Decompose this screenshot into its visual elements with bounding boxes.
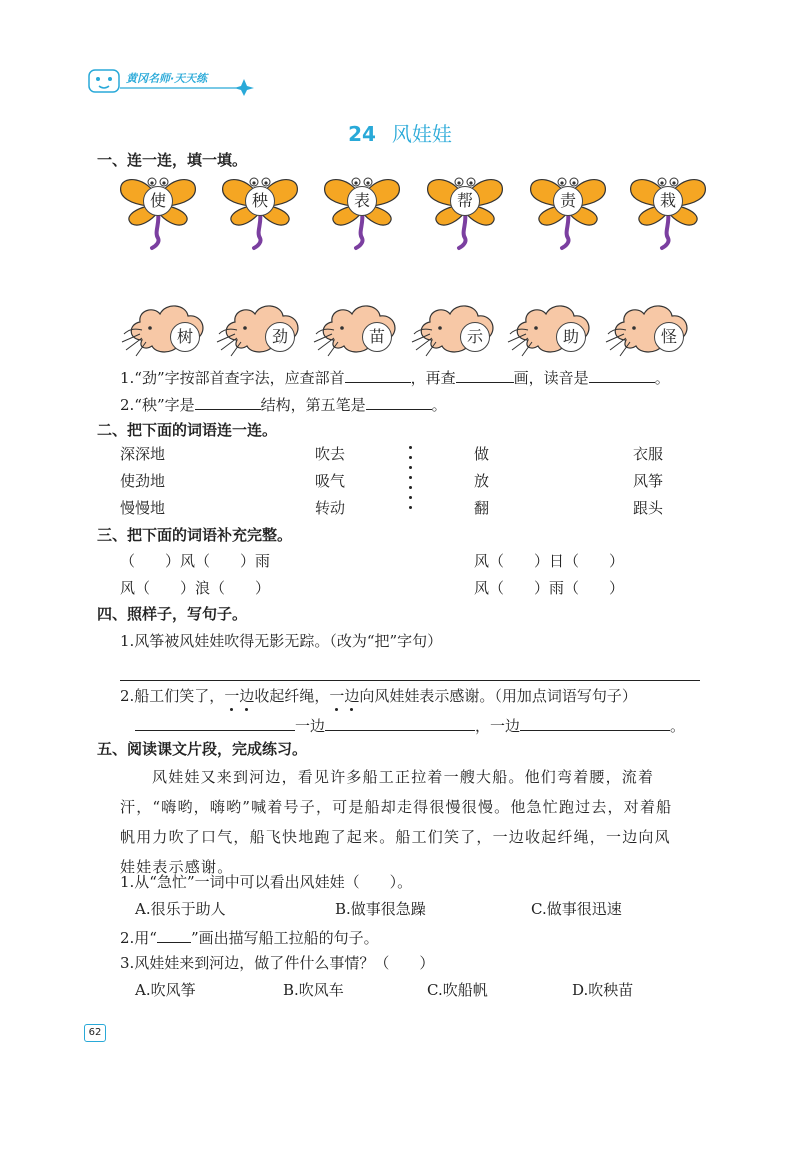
word-item[interactable]: 使劲地 xyxy=(120,472,166,490)
word-column-a xyxy=(120,444,165,525)
idiom-fill-item[interactable]: 风（ ）日（ ） xyxy=(474,552,625,570)
answer-blank[interactable] xyxy=(345,366,411,383)
butterfly-card[interactable] xyxy=(628,172,708,252)
cloud-icon xyxy=(215,300,313,362)
answer-blank[interactable] xyxy=(589,366,655,383)
option[interactable]: D.吹秧苗 xyxy=(572,981,634,999)
character-label: 秧 xyxy=(245,186,275,216)
character-label: 苗 xyxy=(362,322,392,352)
character-label: 树 xyxy=(170,322,200,352)
word-item[interactable]: 放 xyxy=(474,472,490,490)
question-4-2-fill: 一边 ，一边 。 xyxy=(135,714,685,736)
butterfly-card[interactable] xyxy=(322,172,402,252)
idiom-fill-item[interactable]: 风（ ）雨（ ） xyxy=(474,579,625,597)
emphasized-word: 一边 xyxy=(329,687,360,705)
character-label: 示 xyxy=(460,322,490,352)
question-4-1: 1.风筝被风娃娃吹得无影无踪。（改为“把”字句） xyxy=(120,632,443,650)
word-item[interactable]: 风筝 xyxy=(633,472,664,490)
butterfly-card[interactable] xyxy=(118,172,198,252)
butterfly-card[interactable] xyxy=(425,172,505,252)
cloud-icon xyxy=(506,300,604,362)
character-label: 表 xyxy=(347,186,377,216)
question-1-1: 1.“劲”字按部首查字法，应查部首 ，再查 画，读音是 。 xyxy=(120,366,670,388)
cloud-icon xyxy=(312,300,410,362)
word-item[interactable]: 转动 xyxy=(315,499,346,517)
option[interactable]: B.做事很急躁 xyxy=(335,900,426,918)
butterfly-card[interactable] xyxy=(220,172,300,252)
cloud-icon xyxy=(120,300,218,362)
passage-line: 风娃娃又来到河边，看见许多船工正拉着一艘大船。他们弯着腰，流着 xyxy=(152,768,655,786)
character-label: 使 xyxy=(143,186,173,216)
option[interactable]: C.做事很迅速 xyxy=(531,900,622,918)
question-5-3: 3.风娃娃来到河边，做了件什么事情？（ ） xyxy=(120,954,435,972)
word-item[interactable]: 衣服 xyxy=(633,445,664,463)
character-label: 责 xyxy=(553,186,583,216)
word-item[interactable]: 吸气 xyxy=(315,472,346,490)
question-4-2: 2.船工们笑了，一边收起纤绳，一边向风娃娃表示感谢。（用加点词语写句子） xyxy=(120,687,637,705)
answer-blank[interactable] xyxy=(456,366,514,383)
character-label: 劲 xyxy=(265,322,295,352)
cloud-card[interactable] xyxy=(604,300,702,362)
cloud-card[interactable] xyxy=(215,300,313,362)
section-2-heading: 二、把下面的词语连一连。 xyxy=(97,421,278,439)
cloud-icon xyxy=(604,300,702,362)
word-item[interactable]: 深深地 xyxy=(120,445,166,463)
word-column-d xyxy=(633,444,663,525)
answer-line[interactable] xyxy=(120,680,700,681)
reading-passage xyxy=(120,762,710,882)
cloud-card[interactable] xyxy=(312,300,410,362)
cloud-icon xyxy=(410,300,508,362)
answer-blank[interactable] xyxy=(520,714,670,731)
lesson-name: 风娃娃 xyxy=(391,122,452,146)
underline-sample xyxy=(157,926,191,943)
character-label: 怪 xyxy=(654,322,684,352)
option[interactable]: B.吹风车 xyxy=(283,981,344,999)
option[interactable]: A.很乐于助人 xyxy=(135,900,226,918)
answer-blank[interactable] xyxy=(366,393,432,410)
option[interactable]: A.吹风筝 xyxy=(135,981,196,999)
idiom-fill-item[interactable]: （ ）风（ ）雨 xyxy=(120,552,271,570)
character-label: 助 xyxy=(556,322,586,352)
section-3-heading: 三、把下面的词语补充完整。 xyxy=(97,526,293,544)
question-5-2: 2.用“ ”画出描写船工拉船的句子。 xyxy=(120,926,379,948)
word-column-c xyxy=(474,444,489,525)
word-item[interactable]: 跟头 xyxy=(633,499,664,517)
column-divider xyxy=(409,446,412,516)
question-5-1: 1.从“急忙”一词中可以看出风娃娃（ ）。 xyxy=(120,873,413,891)
word-item[interactable]: 慢慢地 xyxy=(120,499,166,517)
passage-line: 帆用力吹了口气，船飞快地跑了起来。船工们笑了，一边收起纤绳，一边向风 xyxy=(120,828,671,846)
header-brand: 黄冈名师·天天练 xyxy=(126,72,208,85)
cloud-card[interactable] xyxy=(120,300,218,362)
cloud-card[interactable] xyxy=(410,300,508,362)
passage-line: 汗，“嗨哟，嗨哟”喊着号子，可是船却走得很慢很慢。他急忙跑过去，对着船 xyxy=(120,798,673,816)
idiom-fill-item[interactable]: 风（ ）浪（ ） xyxy=(120,579,271,597)
word-item[interactable]: 吹去 xyxy=(315,445,346,463)
answer-blank[interactable] xyxy=(325,714,475,731)
character-label: 帮 xyxy=(450,186,480,216)
word-item[interactable]: 做 xyxy=(474,445,490,463)
page-number: 62 xyxy=(84,1024,106,1042)
character-label: 栽 xyxy=(653,186,683,216)
question-1-2: 2.“秧”字是 结构，第五笔是 。 xyxy=(120,393,447,415)
cloud-card[interactable] xyxy=(506,300,604,362)
word-column-b xyxy=(315,444,345,525)
section-5-heading: 五、阅读课文片段，完成练习。 xyxy=(97,740,308,758)
passage-line: 娃娃表示感谢。 xyxy=(120,858,234,876)
answer-blank[interactable] xyxy=(195,393,261,410)
answer-blank[interactable] xyxy=(135,714,295,731)
butterfly-card[interactable] xyxy=(528,172,608,252)
section-1-heading: 一、连一连，填一填。 xyxy=(97,151,248,169)
option[interactable]: C.吹船帆 xyxy=(427,981,488,999)
emphasized-word: 一边 xyxy=(224,687,255,705)
lesson-number: 24 xyxy=(348,122,376,146)
word-item[interactable]: 翻 xyxy=(474,499,490,517)
section-4-heading: 四、照样子，写句子。 xyxy=(97,605,248,623)
lesson-title xyxy=(0,118,800,147)
